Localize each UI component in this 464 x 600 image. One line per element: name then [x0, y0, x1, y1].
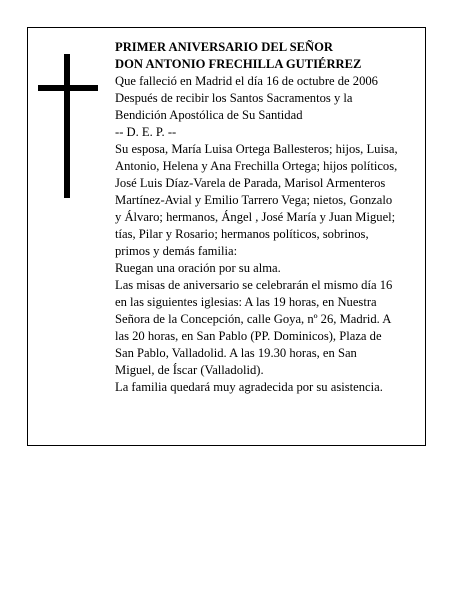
obituary-notice: [27, 27, 426, 446]
masses-line: Señora de la Concepción, calle Goya, nº 26, Madrid. A: [115, 312, 392, 326]
sacraments-line-1: Después de recibir los Santos Sacramentos y la: [115, 91, 353, 105]
cross-icon: [38, 54, 98, 198]
cross-horizontal-bar: [38, 85, 98, 91]
death-line: Que falleció en Madrid el día 16 de octubre de 2006: [115, 74, 378, 88]
masses-line: las 20 horas, en San Pablo (PP. Dominicos), Plaza de: [115, 329, 382, 343]
family-line: Su esposa, María Luisa Ortega Ballesteros; hijos, Luisa,: [115, 142, 398, 156]
family-line: Antonio, Helena y Ana Frechilla Ortega; hijos políticos,: [115, 159, 398, 173]
family-line: José Luis Díaz-Varela de Parada, Marisol Armenteros: [115, 176, 386, 190]
family-line: Martínez-Avial y Emilio Tarrero Vega; nietos, Gonzalo: [115, 193, 393, 207]
masses-line: en las siguientes iglesias: A las 19 horas, en Nuestra: [115, 295, 377, 309]
cross-vertical-bar: [64, 54, 70, 198]
masses-line: Miguel, de Íscar (Valladolid).: [115, 363, 264, 377]
thanks-line: La familia quedará muy agradecida por su asistencia.: [115, 380, 383, 394]
notice-text: [115, 39, 419, 396]
masses-line: Las misas de aniversario se celebrarán el mismo día 16: [115, 278, 393, 292]
sacraments-line-2: Bendición Apostólica de Su Santidad: [115, 108, 303, 122]
family-line: tías, Pilar y Rosario; hermanos políticos, sobrinos,: [115, 227, 369, 241]
notice-title-line-1: PRIMER ANIVERSARIO DEL SEÑOR: [115, 40, 333, 54]
notice-title-line-2: DON ANTONIO FRECHILLA GUTIÉRREZ: [115, 57, 362, 71]
masses-line: San Pablo, Valladolid. A las 19.30 horas, en San: [115, 346, 357, 360]
rip-line: -- D. E. P. --: [115, 125, 177, 139]
family-line: primos y demás familia:: [115, 244, 238, 258]
prayer-line: Ruegan una oración por su alma.: [115, 261, 281, 275]
family-line: y Álvaro; hermanos, Ángel , José María y Juan Miguel;: [115, 210, 396, 224]
